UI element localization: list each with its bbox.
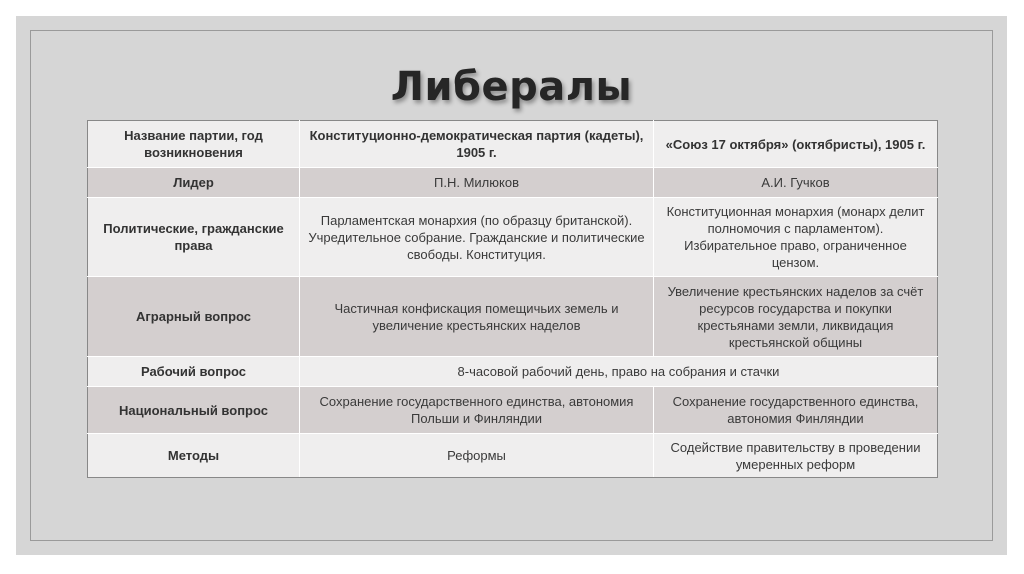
cell-agrarian-cadets: Частичная конфискация помещичьих земель и увеличение крестьянских наделов — [300, 277, 654, 357]
row-label-agrarian: Аграрный вопрос — [88, 277, 300, 357]
cell-leader-cadets: П.Н. Милюков — [300, 168, 654, 198]
cell-national-octobrists: Сохранение государственного единства, автономия Финляндии — [654, 387, 938, 434]
table-header-row — [88, 121, 938, 168]
slide-title: Либералы — [390, 64, 633, 110]
row-label-leader: Лидер — [88, 168, 300, 198]
cell-leader-octobrists: А.И. Гучков — [654, 168, 938, 198]
cell-methods-cadets: Реформы — [300, 434, 654, 478]
cell-methods-octobrists: Содействие правительству в проведении умеренных реформ — [654, 434, 938, 478]
header-cadets-cell: Конституционно-демократическая партия (кадеты), 1905 г. — [300, 121, 654, 168]
header-octobrists-cell: «Союз 17 октября» (октябристы), 1905 г. — [654, 121, 938, 168]
header-label-cell: Название партии, год возникновения — [88, 121, 300, 168]
cell-political-cadets: Парламентская монархия (по образцу британской). Учредительное собрание. Гражданские и политические свободы. Конституция. — [300, 198, 654, 277]
comparison-table — [87, 120, 938, 478]
cell-political-octobrists: Конституционная монархия (монарх делит полномочия с парламентом). Избирательное право, ограниченное цензом. — [654, 198, 938, 277]
cell-national-cadets: Сохранение государственного единства, автономия Польши и Финляндии — [300, 387, 654, 434]
table-row-national — [88, 387, 938, 434]
cell-labor-shared: 8-часовой рабочий день, право на собрания и стачки — [300, 357, 938, 387]
cell-agrarian-octobrists: Увеличение крестьянских наделов за счёт ресурсов государства и покупки крестьянами земли, ликвидация крестьянской общины — [654, 277, 938, 357]
row-label-political: Политические, гражданские права — [88, 198, 300, 277]
table-row-political — [88, 198, 938, 277]
table-row-agrarian — [88, 277, 938, 357]
row-label-methods: Методы — [88, 434, 300, 478]
row-label-labor: Рабочий вопрос — [88, 357, 300, 387]
table-row-methods — [88, 434, 938, 478]
table-row-leader — [88, 168, 938, 198]
row-label-national: Национальный вопрос — [88, 387, 300, 434]
table-row-labor — [88, 357, 938, 387]
